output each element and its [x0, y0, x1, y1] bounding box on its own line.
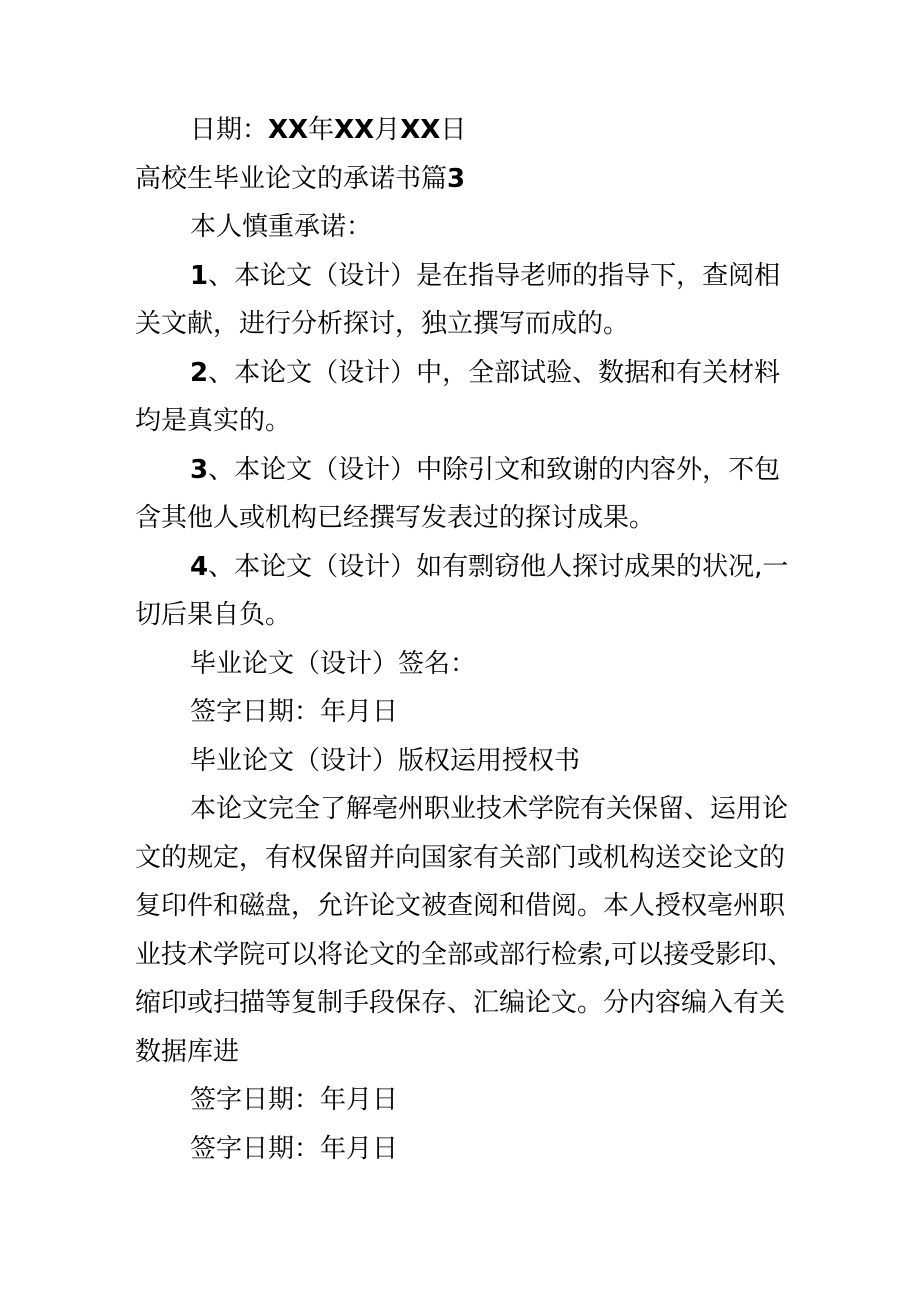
pledge-3-text: 、本论文（设计）中除引文和致谢的内容外，不包: [208, 454, 781, 485]
pledge-4-number: 4: [190, 551, 209, 582]
pledge-1-line-2: 关文献，进行分析探讨，独立撰写而成的。: [135, 309, 630, 339]
pledge-1-number: 1: [190, 260, 209, 291]
pledge-intro: 本人慎重承诺：: [190, 212, 373, 242]
date-day-unit: 日: [440, 115, 467, 145]
pledge-4-text: 、本论文（设计）如有剽窃他人探讨成果的状况,一: [208, 551, 789, 582]
document-heading: [135, 155, 815, 204]
authorization-line-2: 文的规定，有权保留并向国家有关部门或机构送交论文的: [135, 842, 786, 873]
pledge-2-number: 2: [190, 357, 209, 388]
pledge-3-number: 3: [190, 454, 209, 485]
pledge-2-line-1: [135, 349, 815, 398]
pledge-1-line-1: [135, 252, 815, 301]
date-day-value: XX: [400, 115, 441, 145]
heading-number: 3: [447, 163, 466, 194]
date-year-unit: 年: [308, 115, 335, 145]
date-month-unit: 月: [374, 115, 401, 145]
heading-text: 高校生毕业论文的承诺书篇: [135, 163, 448, 194]
date-label: 日期：: [190, 115, 269, 145]
authorization-title: 毕业论文（设计）版权运用授权书: [190, 745, 581, 776]
authorization-line-6: 数据库进: [135, 1036, 240, 1067]
signature-date-3: 签字日期：年月日: [190, 1133, 399, 1164]
document-body: [135, 106, 815, 1173]
pledge-1-text: 、本论文（设计）是在指导老师的指导下，查阅相: [208, 260, 781, 291]
pledge-2-text: 、本论文（设计）中，全部试验、数据和有关材料: [208, 357, 781, 388]
date-year-value: XX: [268, 115, 309, 145]
signature-label: 毕业论文（设计）签名：: [190, 648, 477, 679]
pledge-3-line-2: 含其他人或机构已经撰写发表过的探讨成果。: [135, 503, 656, 533]
authorization-line-5: 缩印或扫描等复制手段保存、汇编论文。分内容编入有关: [135, 988, 786, 1018]
pledge-4-line-2: 切后果自负。: [135, 600, 292, 630]
pledge-3-line-1: [135, 446, 815, 495]
date-month-value: XX: [334, 115, 375, 145]
authorization-line-4: 业技术学院可以将论文的全部或部行检索,可以接受影印、: [135, 939, 794, 970]
signature-date-2: 签字日期：年月日: [190, 1085, 399, 1115]
authorization-line-1: 本论文完全了解亳州职业技术学院有关保留、运用论: [190, 794, 789, 824]
authorization-line-3: 复印件和磁盘，允许论文被查阅和借阅。本人授权亳州职: [135, 891, 786, 921]
signature-date-1: 签字日期：年月日: [190, 697, 399, 727]
date-line: [135, 106, 815, 155]
pledge-2-line-2: 均是真实的。: [135, 406, 292, 436]
pledge-4-line-1: [135, 543, 815, 592]
